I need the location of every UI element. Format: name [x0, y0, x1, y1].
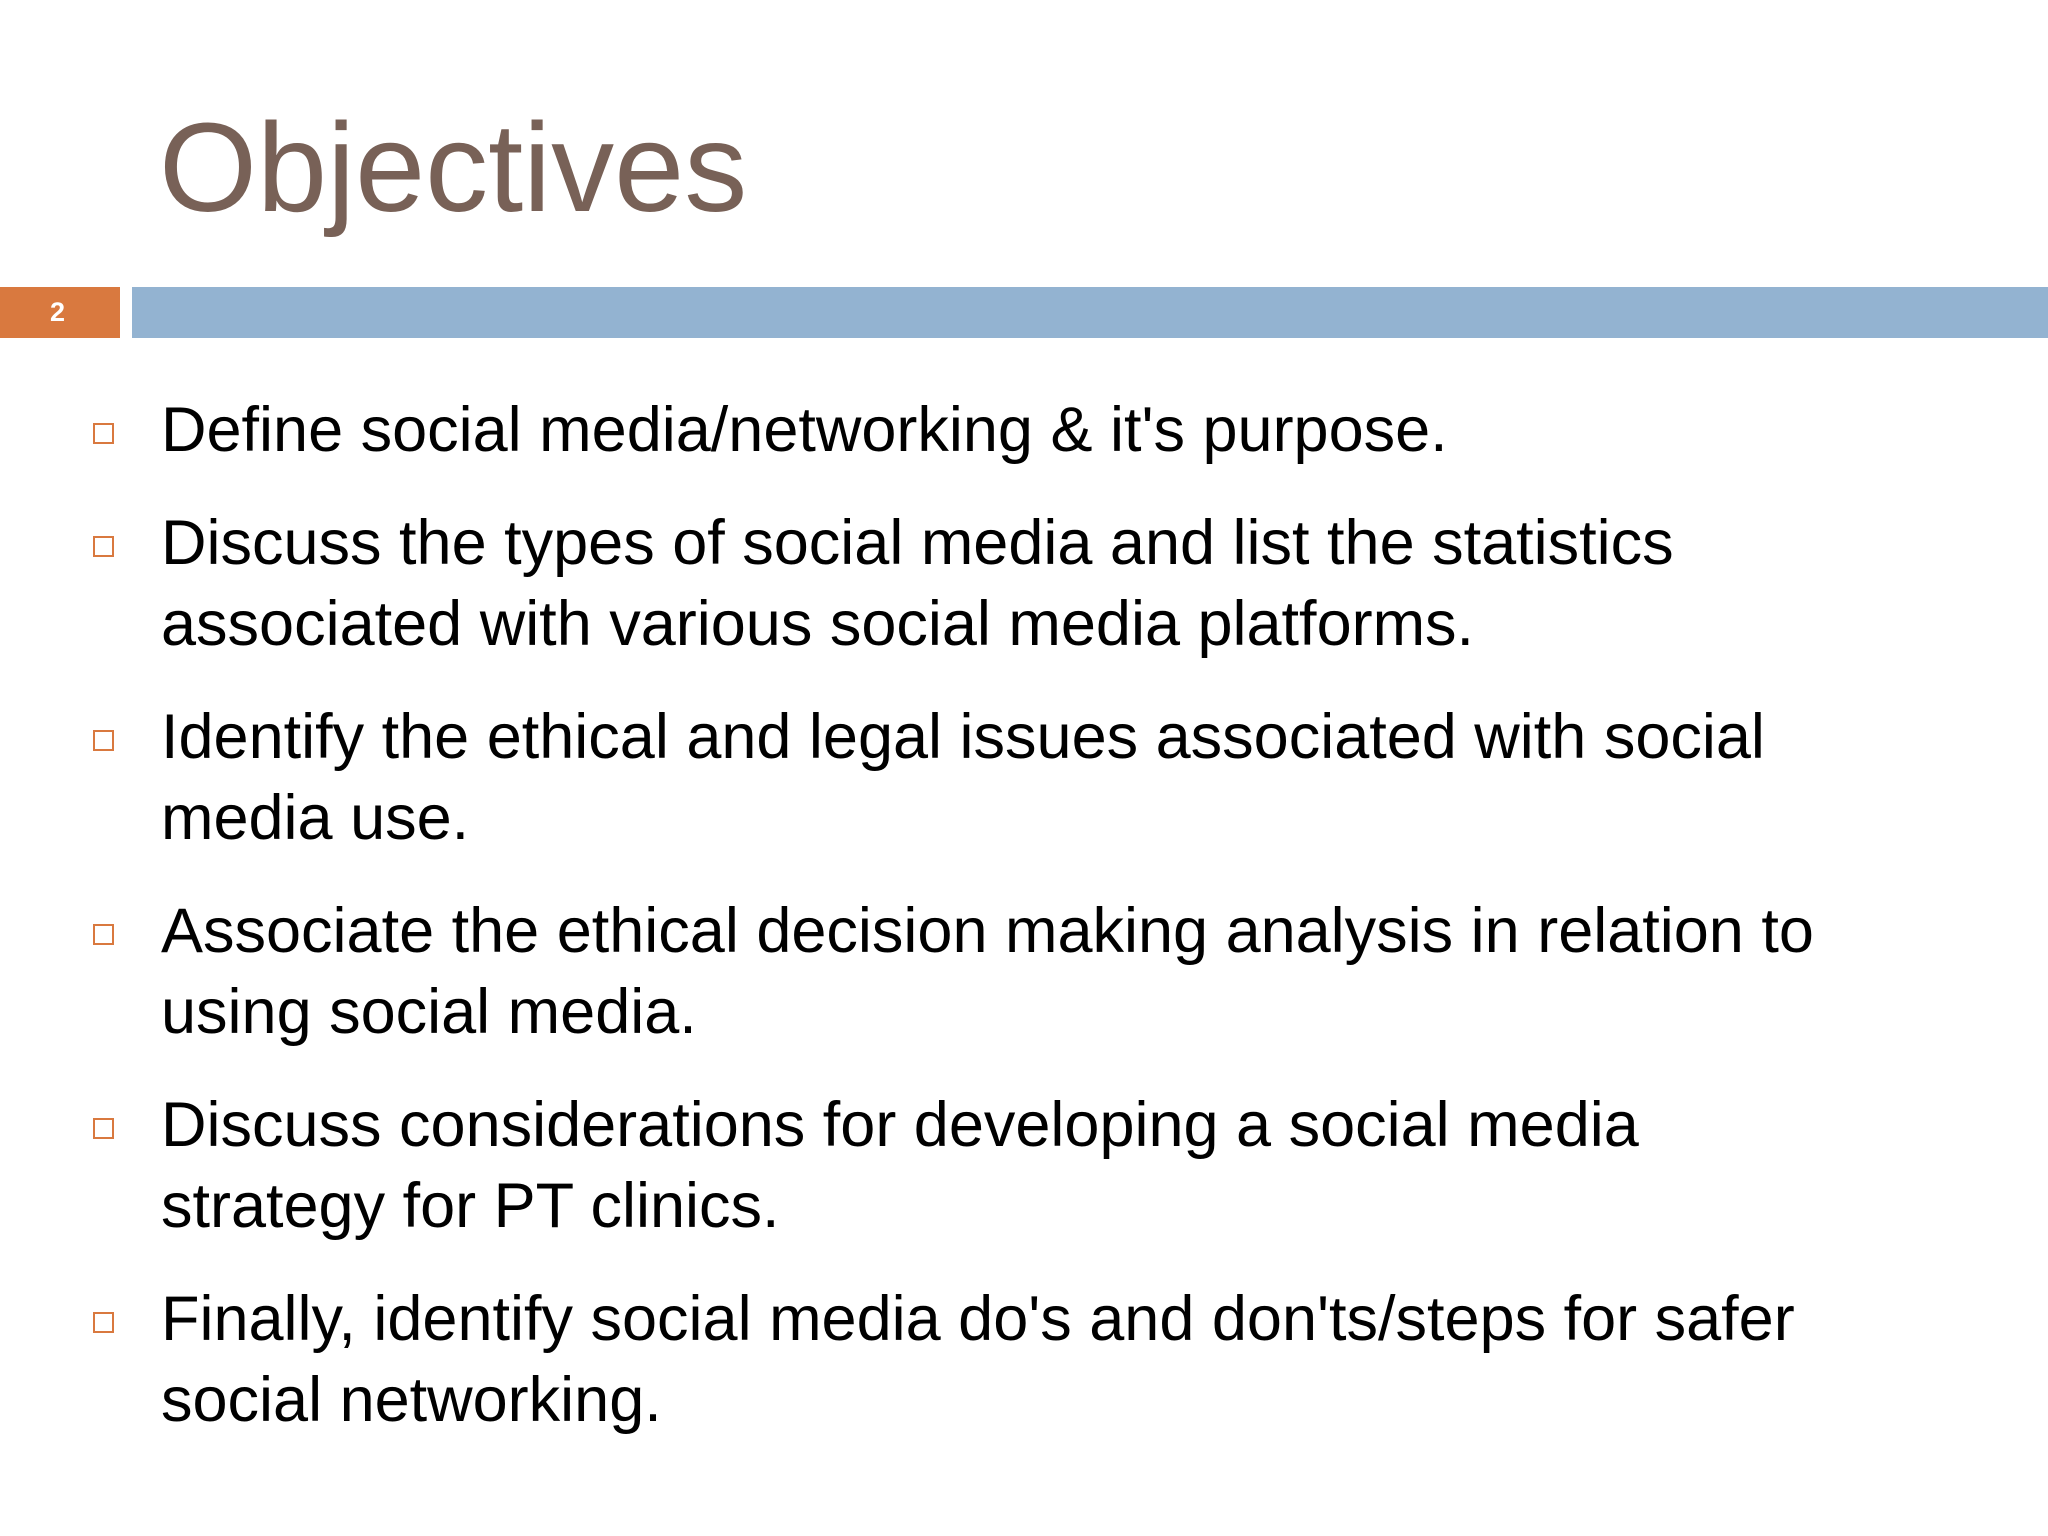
hollow-square-icon	[93, 536, 114, 557]
hollow-square-icon	[93, 730, 114, 751]
objective-item	[0, 491, 1840, 665]
hollow-square-icon	[93, 1312, 114, 1333]
objective-item	[0, 1073, 1840, 1247]
header-divider-bar	[132, 287, 2048, 338]
objective-text: Associate the ethical decision making analysis in relation to using social media.	[161, 896, 1814, 1047]
objective-text: Identify the ethical and legal issues associated with social media use.	[161, 702, 1765, 853]
hollow-square-icon	[93, 1118, 114, 1139]
objective-text: Discuss considerations for developing a social media strategy for PT clinics.	[161, 1090, 1639, 1241]
objective-text: Define social media/networking & it's purpose.	[161, 395, 1448, 465]
hollow-square-icon	[93, 924, 114, 945]
page-number-badge	[0, 287, 120, 338]
objective-item	[0, 685, 1840, 859]
page-number: 2	[50, 297, 66, 327]
objective-item	[0, 879, 1840, 1053]
hollow-square-icon	[93, 423, 114, 444]
objective-item	[0, 1267, 1840, 1441]
slide-title: Objectives	[159, 97, 748, 238]
objective-text: Finally, identify social media do's and don'ts/steps for safer social networking.	[161, 1284, 1795, 1435]
objective-item	[0, 378, 1840, 471]
objectives-list	[0, 378, 2048, 1461]
objective-text: Discuss the types of social media and list the statistics associated with various social media platforms.	[161, 508, 1674, 659]
